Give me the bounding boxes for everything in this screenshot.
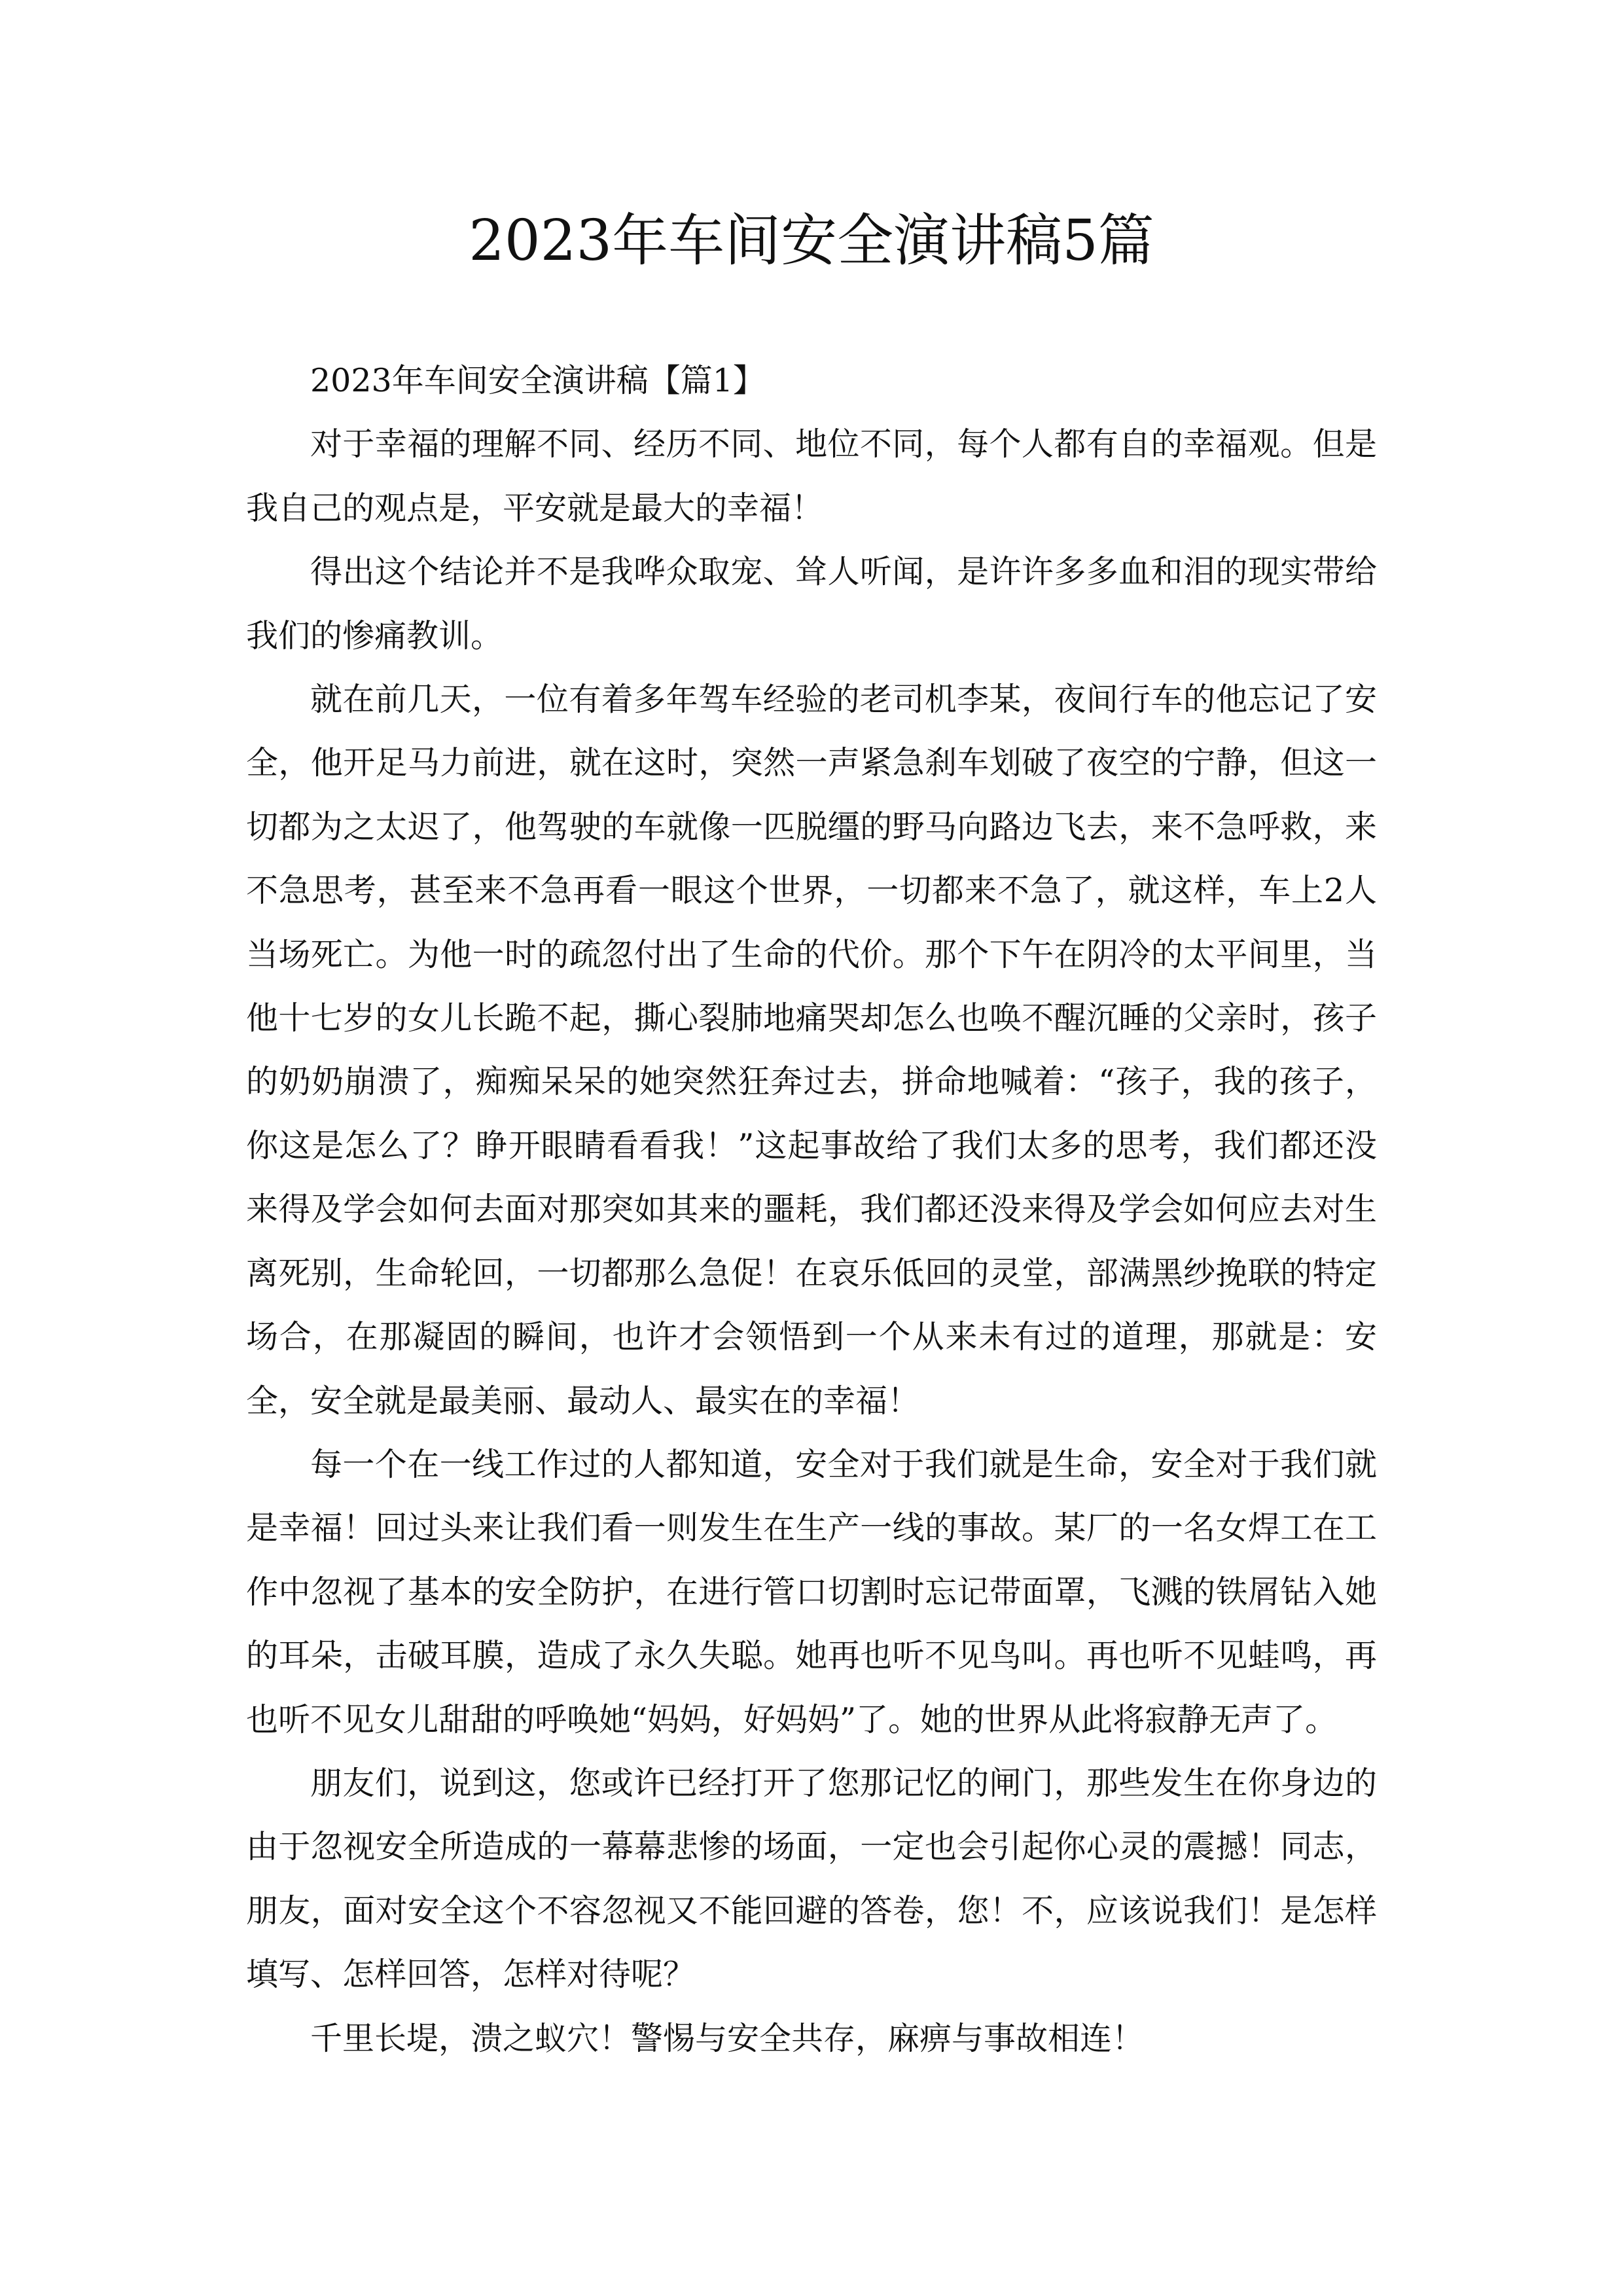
document-title: 2023年车间安全演讲稿5篇 [469,208,1154,274]
paragraph: 每一个在一线工作过的人都知道，安全对于我们就是生命，安全对于我们就是幸福！回过头来让我们看一则发生在生产一线的事故。某厂的一名女焊工在工作中忽视了基本的安全防护，在进行管口切割时忘记带面罩，飞溅的铁屑钻入她的耳朵，击破耳膜，造成了永久失聪。她再也听不见鸟叫。再也听不见蛙鸣，再也听不见女儿甜甜的呼唤她“妈妈，好妈妈”了。她的世界从此将寂静无声了。 [246,1445,1377,1738]
document-body [246,349,1377,2070]
paragraph: 对于幸福的理解不同、经历不同、地位不同，每个人都有自的幸福观。但是我自己的观点是，平安就是最大的幸福！ [246,425,1377,527]
paragraph: 千里长堤，溃之蚁穴！警惕与安全共存，麻痹与事故相连！ [310,2019,1145,2057]
paragraph: 朋友们，说到这，您或许已经打开了您那记忆的闸门，那些发生在你身边的由于忽视安全所造成的一幕幕悲惨的场面，一定也会引起你心灵的震撼！同志，朋友，面对安全这个不容忽视又不能回避的答卷，您！不，应该说我们！是怎样填写、怎样回答，怎样对待呢？ [246,1764,1377,1994]
paragraph: 就在前几天，一位有着多年驾车经验的老司机李某，夜间行车的他忘记了安全，他开足马力前进，就在这时，突然一声紧急刹车划破了夜空的宁静，但这一切都为之太迟了，他驾驶的车就像一匹脱缰的野马向路边飞去，来不急呼救，来不急思考，甚至来不急再看一眼这个世界，一切都来不急了，就这样，车上2人当场死亡。为他一时的疏忽付出了生命的代价。那个下午在阴冷的太平间里，当他十七岁的女儿长跪不起，撕心裂肺地痛哭却怎么也唤不醒沉睡的父亲时，孩子的奶奶崩溃了，痴痴呆呆的她突然狂奔过去，拼命地喊着：“孩子，我的孩子，你这是怎么了？睁开眼睛看看我！”这起事故给了我们太多的思考，我们都还没来得及学会如何去面对那突如其来的噩耗，我们都还没来得及学会如何应去对生离死别，生命轮回，一切都那么急促！在哀乐低回的灵堂，部满黑纱挽联的特定场合，在那凝固的瞬间，也许才会领悟到一个从来未有过的道理，那就是：安全，安全就是最美丽、最动人、最实在的幸福！ [246,681,1377,1420]
section-heading: 2023年车间安全演讲稿【篇1】 [310,362,765,399]
paragraph: 得出这个结论并不是我哗众取宠、耸人听闻，是许许多多血和泪的现实带给我们的惨痛教训。 [246,553,1377,655]
